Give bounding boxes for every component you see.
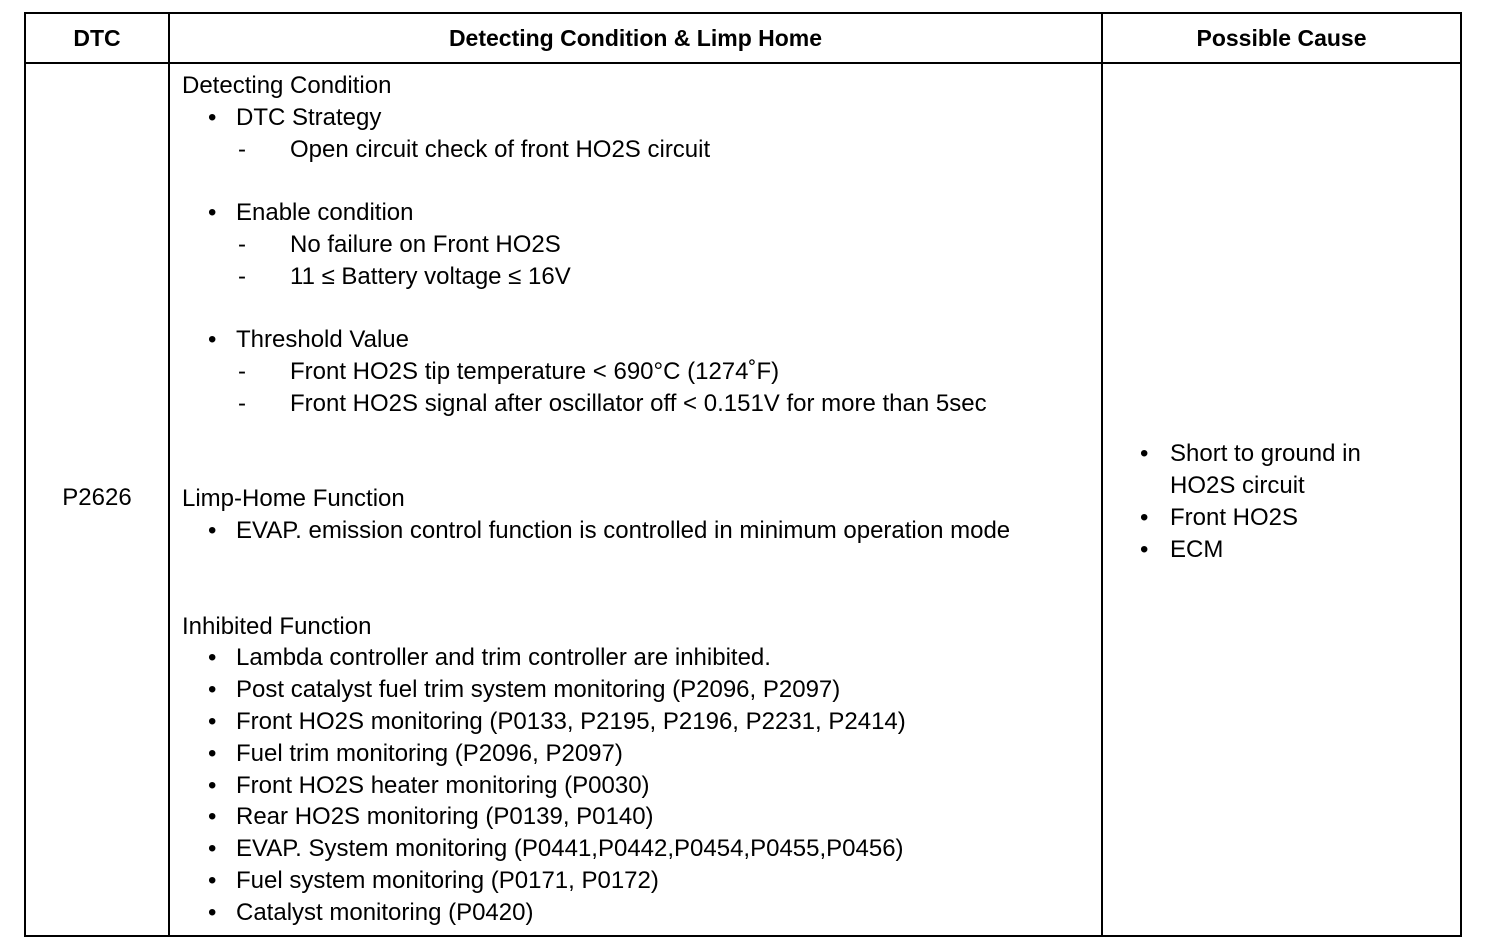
bullet-mark: • — [208, 707, 217, 735]
dash-item — [182, 388, 1097, 420]
column-divider — [1101, 14, 1103, 935]
bullet-mark: • — [208, 103, 217, 131]
bullet-item — [182, 865, 1097, 897]
header-cause: Possible Cause — [1196, 24, 1367, 51]
bullet-label: DTC Strategy — [236, 103, 382, 131]
dash-text: 11 ≤ Battery voltage ≤ 16V — [290, 262, 571, 290]
bullet-label: Enable condition — [236, 199, 414, 227]
bullet-item — [182, 706, 1097, 738]
bullet-text: EVAP. emission control function is controlled in minimum operation mode — [236, 517, 1011, 545]
header-dtc: DTC — [73, 24, 121, 51]
bullet-mark: • — [208, 898, 217, 926]
bullet-item — [182, 897, 1097, 929]
cause-text: ECM — [1170, 536, 1224, 563]
bullet-item — [182, 770, 1097, 802]
dash-text: No failure on Front HO2S — [290, 230, 561, 258]
dash-mark: - — [238, 358, 246, 386]
dash-item — [182, 134, 1097, 166]
header-condition: Detecting Condition & Limp Home — [448, 24, 823, 51]
cause-text: Short to ground in — [1170, 440, 1361, 467]
bullet-mark: • — [1140, 536, 1149, 563]
dash-mark: - — [238, 230, 246, 258]
bullet-item — [182, 197, 1097, 229]
bullet-item — [182, 102, 1097, 134]
cause-item — [1140, 534, 1460, 566]
bullet-item — [182, 801, 1097, 833]
cause-text: Front HO2S — [1170, 504, 1299, 531]
bullet-text: Post catalyst fuel trim system monitoring (P2096, P2097) — [236, 676, 841, 704]
dash-text: Front HO2S signal after oscillator off < 0.151V for more than 5sec — [290, 389, 987, 417]
bullet-mark: • — [208, 326, 217, 354]
bullet-mark: • — [208, 199, 217, 227]
header-divider — [26, 62, 1460, 64]
dash-mark: - — [238, 135, 246, 163]
bullet-text: Front HO2S monitoring (P0133, P2195, P2196, P2231, P2414) — [236, 707, 906, 735]
bullet-mark: • — [1140, 440, 1149, 467]
cause-continuation: HO2S circuit — [1170, 472, 1305, 499]
dtc-code: P2626 — [62, 484, 132, 511]
bullet-text: Fuel system monitoring (P0171, P0172) — [236, 866, 659, 894]
bullet-text: Lambda controller and trim controller are inhibited. — [236, 644, 771, 672]
bullet-mark: • — [208, 644, 217, 672]
bullet-text: Rear HO2S monitoring (P0139, P0140) — [236, 803, 654, 831]
cause-item — [1140, 438, 1460, 470]
bullet-item — [182, 515, 1097, 547]
bullet-text: Catalyst monitoring (P0420) — [236, 898, 534, 926]
bullet-item — [182, 642, 1097, 674]
bullet-item — [182, 738, 1097, 770]
dash-item — [182, 261, 1097, 293]
bullet-mark: • — [208, 835, 217, 863]
section-title: Limp-Home Function — [182, 485, 405, 513]
bullet-text: EVAP. System monitoring (P0441,P0442,P0454,P0455,P0456) — [236, 835, 904, 863]
bullet-mark: • — [208, 771, 217, 799]
bullet-text: Front HO2S heater monitoring (P0030) — [236, 771, 650, 799]
bullet-mark: • — [208, 739, 217, 767]
dash-text: Front HO2S tip temperature < 690°C (1274˚F) — [290, 358, 780, 386]
section-title: Inhibited Function — [182, 612, 372, 640]
bullet-mark: • — [208, 803, 217, 831]
dtc-table — [24, 12, 1462, 937]
bullet-mark: • — [208, 866, 217, 894]
dash-mark: - — [238, 262, 246, 290]
bullet-item — [182, 324, 1097, 356]
dash-mark: - — [238, 389, 246, 417]
dash-item — [182, 356, 1097, 388]
bullet-item — [182, 674, 1097, 706]
dash-text: Open circuit check of front HO2S circuit — [290, 135, 711, 163]
cause-cell — [1140, 438, 1460, 566]
dash-item — [182, 229, 1097, 261]
bullet-mark: • — [208, 517, 217, 545]
bullet-text: Fuel trim monitoring (P2096, P2097) — [236, 739, 623, 767]
column-divider — [168, 14, 170, 935]
bullet-item — [182, 833, 1097, 865]
condition-cell — [182, 70, 1097, 929]
bullet-mark: • — [208, 676, 217, 704]
cause-item — [1140, 502, 1460, 534]
section-title: Detecting Condition — [182, 72, 392, 99]
bullet-mark: • — [1140, 504, 1149, 531]
bullet-label: Threshold Value — [236, 326, 409, 354]
